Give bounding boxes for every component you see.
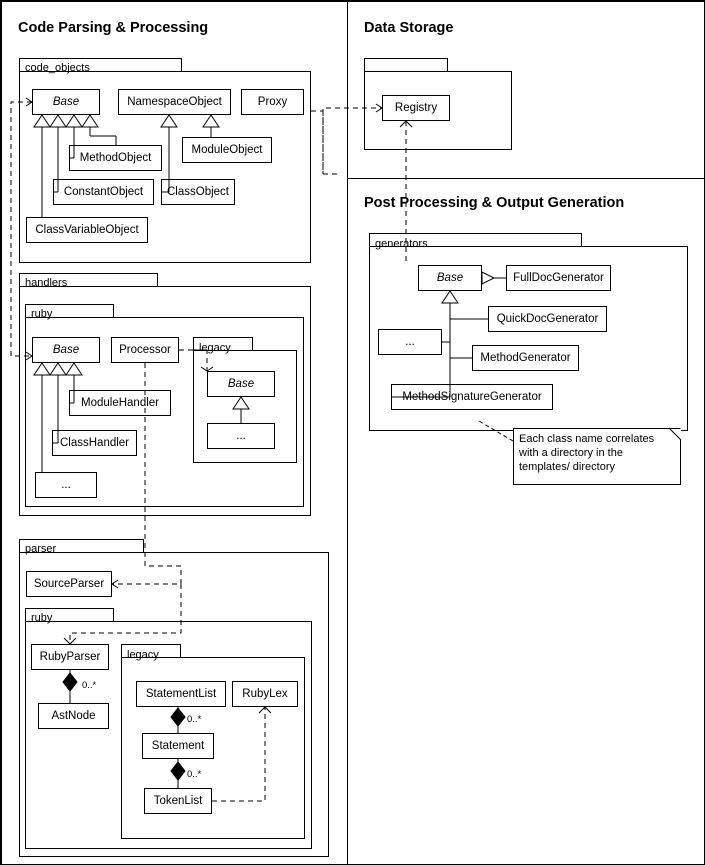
package-label-handlers-ruby: ruby xyxy=(31,308,53,320)
package-label-handlers-legacy: legacy xyxy=(199,342,231,354)
class-ellipsis-handlers-ruby[interactable]: ... xyxy=(35,472,97,498)
package-label-handlers: handlers xyxy=(25,277,68,289)
class-base-generators[interactable]: Base xyxy=(418,265,482,291)
class-registry[interactable]: Registry xyxy=(382,95,450,121)
class-methodobject[interactable]: MethodObject xyxy=(69,145,162,171)
package-tab-registry xyxy=(364,58,448,72)
class-methodgenerator[interactable]: MethodGenerator xyxy=(472,345,579,371)
class-base-code-objects[interactable]: Base xyxy=(32,89,100,115)
class-base-handlers-legacy[interactable]: Base xyxy=(207,371,275,397)
class-classobject[interactable]: ClassObject xyxy=(161,179,235,205)
package-label-code-objects: code_objects xyxy=(25,62,90,74)
note-templates: Each class name correlates with a directory in the templates/ directory xyxy=(513,428,681,485)
class-constantobject[interactable]: ConstantObject xyxy=(53,179,154,205)
class-processor[interactable]: Processor xyxy=(111,337,179,363)
class-ellipsis-handlers-legacy[interactable]: ... xyxy=(207,423,275,449)
package-label-parser: parser xyxy=(25,543,57,555)
region-title-data-storage: Data Storage xyxy=(364,20,454,36)
class-tokenlist[interactable]: TokenList xyxy=(144,788,212,814)
class-fulldocgenerator[interactable]: FullDocGenerator xyxy=(506,265,611,291)
class-base-handlers-ruby[interactable]: Base xyxy=(32,337,100,363)
package-label-parser-ruby: ruby xyxy=(31,612,53,624)
multiplicity-statement: 0..* xyxy=(187,714,202,725)
class-classvariableobject[interactable]: ClassVariableObject xyxy=(26,217,148,243)
package-label-parser-legacy: legacy xyxy=(127,649,159,661)
class-classhandler[interactable]: ClassHandler xyxy=(52,430,137,456)
class-methodsignaturegenerator[interactable]: MethodSignatureGenerator xyxy=(391,384,553,410)
class-modulehandler[interactable]: ModuleHandler xyxy=(69,390,171,416)
class-statementlist[interactable]: StatementList xyxy=(136,681,226,707)
class-ellipsis-generators[interactable]: ... xyxy=(378,329,442,355)
region-title-post-processing: Post Processing & Output Generation xyxy=(364,195,625,211)
class-quickdocgenerator[interactable]: QuickDocGenerator xyxy=(488,306,607,332)
class-statement[interactable]: Statement xyxy=(142,733,214,759)
class-proxy[interactable]: Proxy xyxy=(241,89,304,115)
class-namespaceobject[interactable]: NamespaceObject xyxy=(118,89,231,115)
class-sourceparser[interactable]: SourceParser xyxy=(26,571,112,597)
class-moduleobject[interactable]: ModuleObject xyxy=(182,137,272,163)
multiplicity-astnode: 0..* xyxy=(82,680,97,691)
package-label-generators: generators xyxy=(375,238,428,250)
class-rubyparser[interactable]: RubyParser xyxy=(31,644,109,670)
class-astnode[interactable]: AstNode xyxy=(38,703,109,729)
note-fold-corner xyxy=(669,428,681,440)
class-rubylex[interactable]: RubyLex xyxy=(232,681,298,707)
region-title-code-parsing: Code Parsing & Processing xyxy=(18,20,209,36)
multiplicity-tokenlist: 0..* xyxy=(187,769,202,780)
